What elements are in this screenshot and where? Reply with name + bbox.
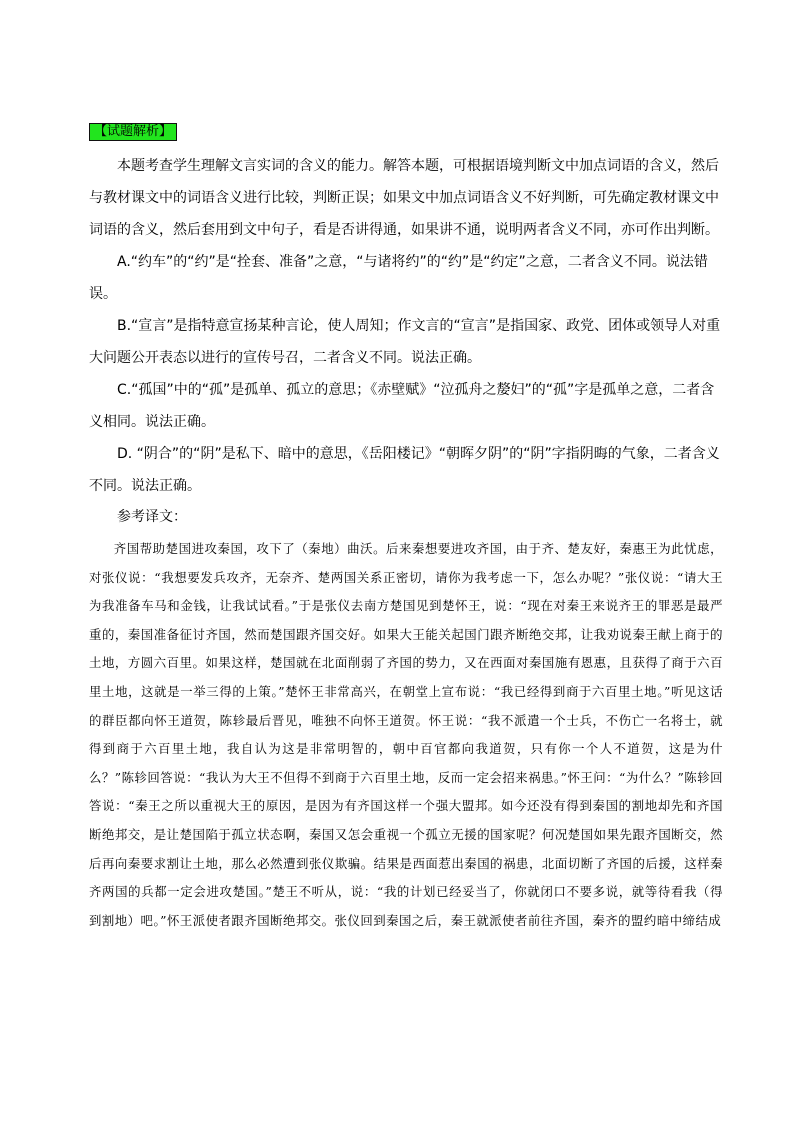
analysis-option-a: A.“约车”的“约”是“拴套、准备”之意，“与诸将约”的“约”是“约定”之意，二者含义不同。说法错误。 xyxy=(89,254,708,302)
analysis-section-tag: 【试题解析】 xyxy=(89,123,177,141)
analysis-option-b: B.“宣言”是指特意宣扬某种言论，使人周知；作文言的“宣言”是指国家、政党、团体或领导人对重大问题公开表态以进行的宣传号召，二者含义不同。说法正确。 xyxy=(89,318,721,366)
translation-paragraph: 齐国帮助楚国进攻秦国，攻下了（秦地）曲沃。后来秦想要进攻齐国，由于齐、楚友好，秦惠王为此忧虑，对张仪说：“我想要发兵攻齐，无奈齐、楚两国关系正密切，请你为我考虑一下，怎么办呢？”张仪说：“请大王为我准备车马和金钱，让我试试看。”于是张仪去南方楚国见到楚怀王，说：“现在对秦王来说齐王的罪恶是最严重的，秦国准备征讨齐国，然而楚国跟齐国交好。如果大王能关起国门跟齐断绝交邦，让我劝说秦王献上商于的土地，方圆六百里。如果这样，楚国就在北面削弱了齐国的势力，又在西面对秦国施有恩惠，且获得了商于六百里土地，这就是一举三得的上策。”楚怀王非常高兴，在朝堂上宣布说：“我已经得到商于六百里土地。”听见这话的群臣都向怀王道贺，陈轸最后晋见，唯独不向怀王道贺。怀王说：“我不派遣一个士兵，不伤亡一名将士，就得到商于六百里土地，我自认为这是非常明智的，朝中百官都向我道贺，只有你一个人不道贺，这是为什么？”陈轸回答说：“我认为大王不但得不到商于六百里土地，反而一定会招来祸患。”怀王问：“为什么？”陈轸回答说：“秦王之所以重视大王的原因，是因为有齐国这样一个强大盟邦。如今还没有得到秦国的割地却先和齐国断绝邦交，是让楚国陷于孤立状态啊，秦国又怎会重视一个孤立无援的国家呢？何况楚国如果先跟齐国断交，然后再向秦要求割让土地，那么必然遭到张仪欺骗。结果是西面惹出秦国的祸患，北面切断了齐国的后援，这样秦齐两国的兵都一定会进攻楚国。”楚王不听从，说：“我的计划已经妥当了，你就闭口不要多说，就等待看我（得到割地）吧。”怀王派使者跟齐国断绝邦交。张仪回到秦国之后，秦王就派使者前往齐国，秦齐的盟约暗中缔结成 xyxy=(89,541,723,928)
translation-label: 参考译文： xyxy=(117,509,187,525)
analysis-option-c: C.“孤国”中的“孤”是孤单、孤立的意思；《赤壁赋》“泣孤舟之嫠妇”的“孤”字是孤单之意，二者含义相同。说法正确。 xyxy=(89,382,715,430)
analysis-option-d: D. “阴合”的“阴”是私下、暗中的意思，《岳阳楼记》“朝晖夕阴”的“阴”字指阴晦的气象，二者含义不同。说法正确。 xyxy=(89,446,720,494)
analysis-intro: 本题考查学生理解文言实词的含义的能力。解答本题，可根据语境判断文中加点词语的含义，然后与教材课文中的词语含义进行比较，判断正误；如果文中加点词语含义不好判断，可先确定教材课文中词语的含义，然后套用到文中句子，看是否讲得通，如果讲不通，说明两者含义不同，亦可作出判断。 xyxy=(89,158,719,238)
translation-body xyxy=(89,535,723,935)
analysis-body xyxy=(89,150,725,502)
